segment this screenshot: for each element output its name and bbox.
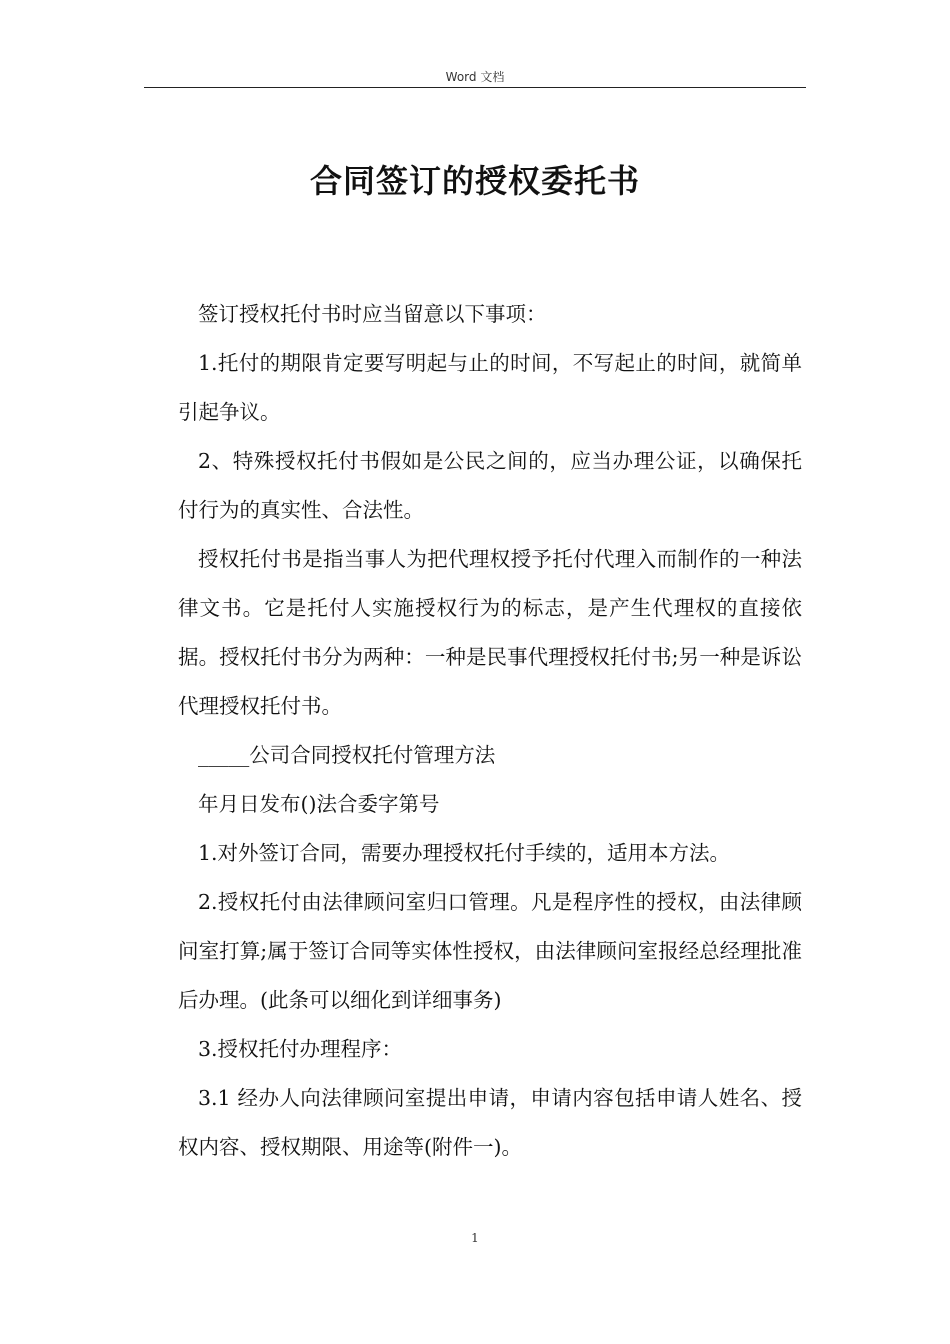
paragraph: 签订授权托付书时应当留意以下事项： <box>198 302 547 326</box>
paragraph: _____公司合同授权托付管理方法 <box>198 743 496 767</box>
paragraph: 授权托付书是指当事人为把代理权授予托付代理入而制作的一种法律文书。它是托付人实施授权行为的标志，是产生代理权的直接依据。授权托付书分为两种：一种是民事代理授权托付书;另一种是诉讼代理授权托付书。 <box>178 547 802 718</box>
paragraph: 2.授权托付由法律顾问室归口管理。凡是程序性的授权，由法律顾问室打算;属于签订合同等实体性授权，由法律顾问室报经总经理批准后办理。(此条可以细化到详细事务) <box>178 890 802 1012</box>
document-title: 合同签订的授权委托书 <box>309 162 640 200</box>
page-number: 1 <box>471 1231 479 1245</box>
document-body <box>178 290 802 1172</box>
paragraph: 2、特殊授权托付书假如是公民之间的，应当办理公证，以确保托付行为的真实性、合法性。 <box>178 449 802 522</box>
paragraph: 1.托付的期限肯定要写明起与止的时间，不写起止的时间，就简单引起争议。 <box>178 351 802 424</box>
header-divider <box>144 87 806 88</box>
paragraph: 3.授权托付办理程序： <box>198 1037 403 1061</box>
paragraph: 3.1 经办人向法律顾问室提出申请，申请内容包括申请人姓名、授权内容、授权期限、用途等(附件一)。 <box>178 1086 802 1159</box>
page-header-label: Word 文档 <box>445 70 505 84</box>
paragraph: 年月日发布()法合委字第号 <box>198 792 440 816</box>
paragraph: 1.对外签订合同，需要办理授权托付手续的，适用本方法。 <box>198 841 731 865</box>
